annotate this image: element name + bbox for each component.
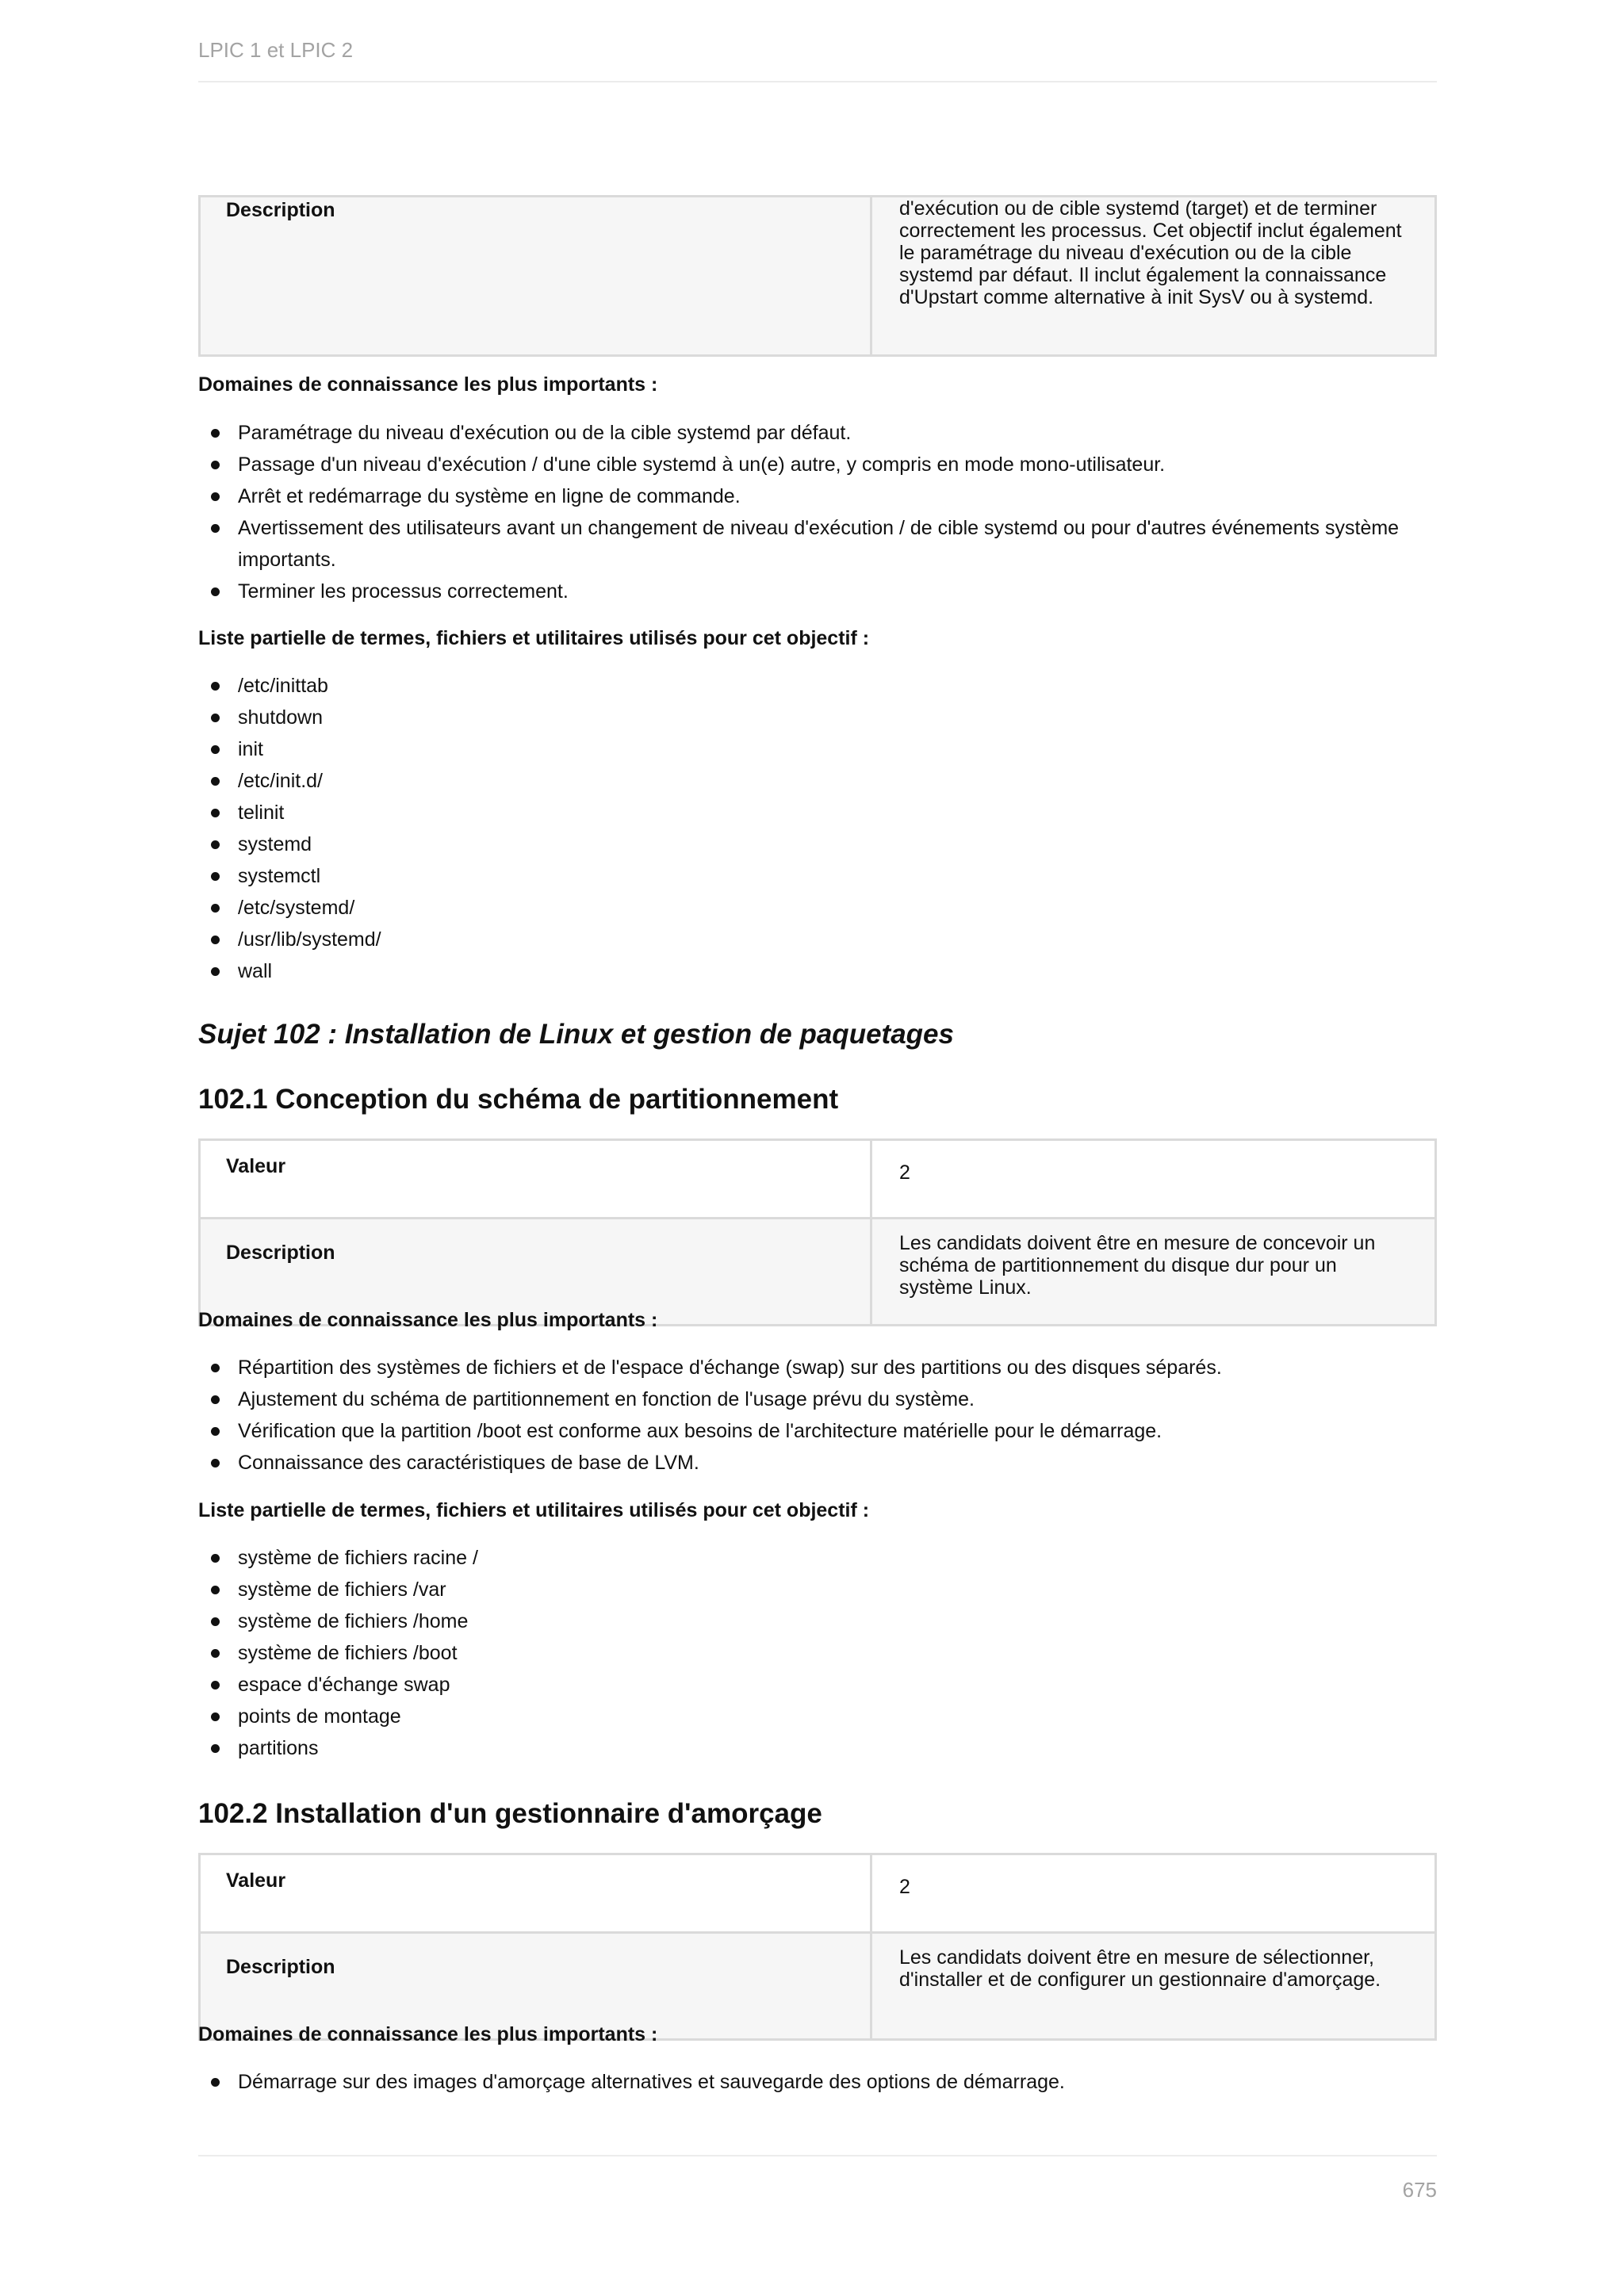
list-item: /etc/inittab: [198, 670, 1437, 702]
table-row: [200, 1140, 1436, 1219]
list-item: Terminer les processus correctement.: [198, 576, 1437, 607]
list-item: Répartition des systèmes de fichiers et de l'espace d'échange (swap) sur des partitions ou des disques séparés.: [198, 1352, 1437, 1383]
list-item: systemd: [198, 828, 1437, 860]
list-item: Paramétrage du niveau d'exécution ou de la cible systemd par défaut.: [198, 417, 1437, 449]
list-item: Passage d'un niveau d'exécution / d'une cible systemd à un(e) autre, y compris en mode mono-utilisateur.: [198, 449, 1437, 480]
topic-title: Sujet 102 : Installation de Linux et gestion de paquetages: [198, 1019, 954, 1050]
terms-heading: Liste partielle de termes, fichiers et utilitaires utilisés pour cet objectif :: [198, 627, 870, 649]
description-label: Description: [200, 1219, 871, 1326]
continued-objective-table: [198, 195, 1437, 357]
list-item: /etc/init.d/: [198, 765, 1437, 797]
value-label: Valeur: [200, 1854, 871, 1933]
page-number: 675: [1402, 2178, 1437, 2202]
list-item: Vérification que la partition /boot est conforme aux besoins de l'architecture matérielle pour le démarrage.: [198, 1415, 1437, 1447]
terms-heading: Liste partielle de termes, fichiers et utilitaires utilisés pour cet objectif :: [198, 1499, 870, 1521]
list-item: espace d'échange swap: [198, 1669, 1437, 1701]
list-item: /etc/systemd/: [198, 892, 1437, 924]
list-item: Démarrage sur des images d'amorçage alternatives et sauvegarde des options de démarrage.: [198, 2066, 1437, 2098]
list-item: init: [198, 733, 1437, 765]
section-title-102-1: 102.1 Conception du schéma de partitionnement: [198, 1084, 839, 1115]
domains-heading: Domaines de connaissance les plus importants :: [198, 1309, 658, 1331]
description-label: Description: [200, 1933, 871, 2040]
table-row: [200, 197, 1436, 356]
description-text: d'exécution ou de cible systemd (target) et de terminer correctement les processus. Cet objectif inclut également le paramétrage du niveau d'exécution ou de la cible systemd par défaut. Il inclut également la connaissance d'Upstart comme alternative à init SysV ou à systemd.: [871, 197, 1436, 356]
header-divider: [198, 81, 1437, 82]
domains-list: [198, 1352, 1437, 1479]
value-label: Valeur: [200, 1140, 871, 1219]
section-title-102-2: 102.2 Installation d'un gestionnaire d'amorçage: [198, 1798, 822, 1829]
domains-heading: Domaines de connaissance les plus importants :: [198, 2023, 658, 2045]
terms-list: [198, 670, 1437, 987]
list-item: points de montage: [198, 1701, 1437, 1732]
list-item: Avertissement des utilisateurs avant un changement de niveau d'exécution / de cible systemd ou pour d'autres événements système importants.: [198, 512, 1437, 576]
footer-divider: [198, 2155, 1437, 2156]
value-cell: 2: [871, 1140, 1436, 1219]
description-text: Les candidats doivent être en mesure de concevoir un schéma de partitionnement du disque dur pour un système Linux.: [871, 1219, 1436, 1326]
description-text: Les candidats doivent être en mesure de sélectionner, d'installer et de configurer un gestionnaire d'amorçage.: [871, 1933, 1436, 2040]
description-label: Description: [200, 197, 871, 356]
list-item: shutdown: [198, 702, 1437, 733]
terms-list: [198, 1542, 1437, 1764]
list-item: système de fichiers /var: [198, 1574, 1437, 1605]
list-item: système de fichiers /home: [198, 1605, 1437, 1637]
list-item: Ajustement du schéma de partitionnement en fonction de l'usage prévu du système.: [198, 1383, 1437, 1415]
domains-list: [198, 417, 1437, 607]
list-item: Connaissance des caractéristiques de base de LVM.: [198, 1447, 1437, 1479]
domains-heading: Domaines de connaissance les plus importants :: [198, 373, 658, 396]
list-item: partitions: [198, 1732, 1437, 1764]
list-item: système de fichiers racine /: [198, 1542, 1437, 1574]
value-cell: 2: [871, 1854, 1436, 1933]
domains-list: [198, 2066, 1437, 2098]
list-item: systemctl: [198, 860, 1437, 892]
list-item: wall: [198, 955, 1437, 987]
list-item: telinit: [198, 797, 1437, 828]
objective-table-102-2: [198, 1853, 1437, 2041]
table-row: [200, 1854, 1436, 1933]
list-item: système de fichiers /boot: [198, 1637, 1437, 1669]
list-item: /usr/lib/systemd/: [198, 924, 1437, 955]
objective-table-102-1: [198, 1138, 1437, 1326]
page-header: LPIC 1 et LPIC 2: [198, 38, 354, 62]
list-item: Arrêt et redémarrage du système en ligne de commande.: [198, 480, 1437, 512]
